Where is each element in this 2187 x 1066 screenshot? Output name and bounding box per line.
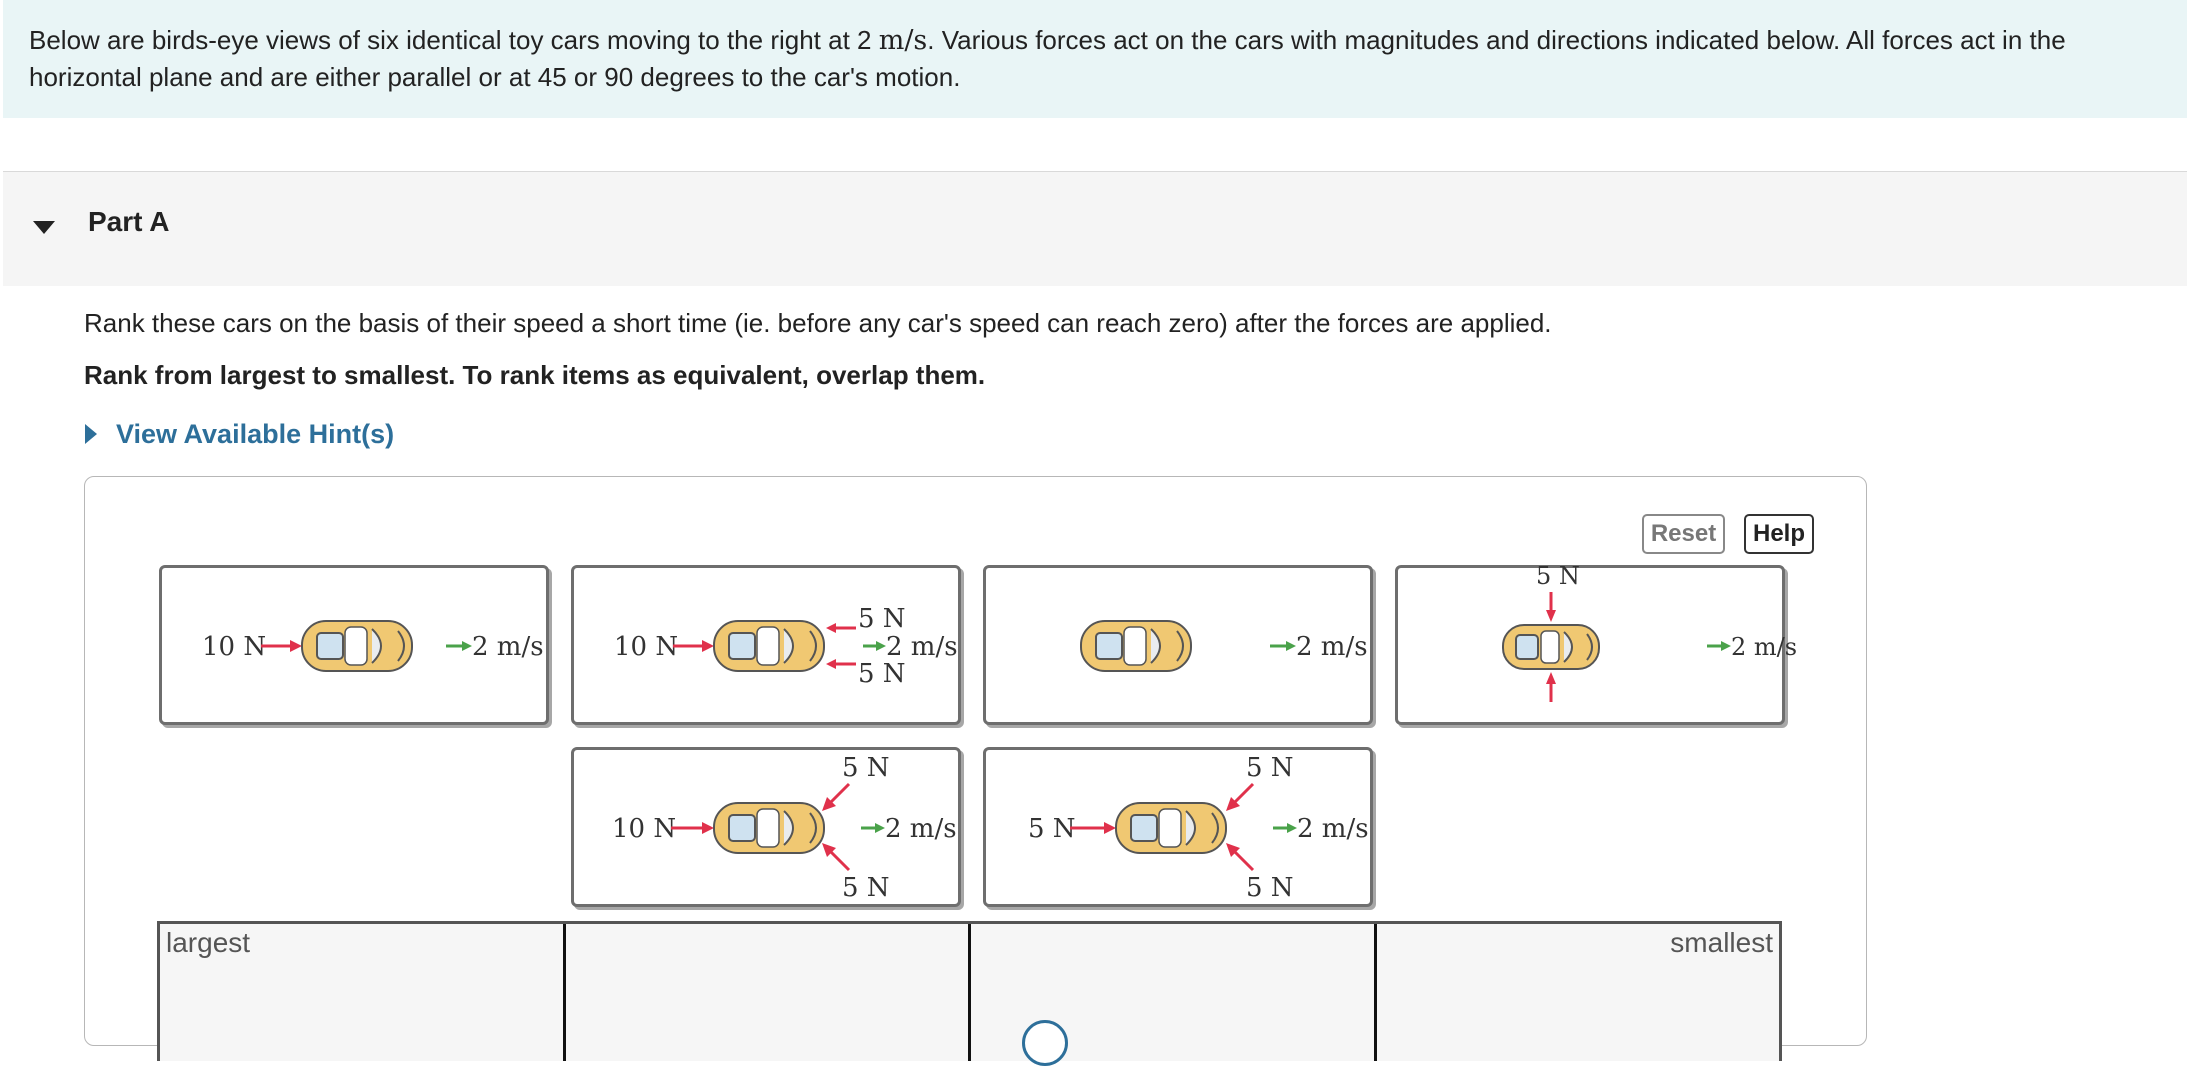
part-header[interactable] bbox=[3, 172, 2187, 286]
velocity-label: 2 m/s bbox=[472, 632, 544, 662]
velocity-arrowhead bbox=[1287, 823, 1297, 833]
velocity-label: 2 m/s bbox=[885, 814, 957, 844]
velocity-arrowhead bbox=[462, 641, 472, 651]
velocity-label: 2 m/s bbox=[1297, 814, 1369, 844]
car-icon bbox=[714, 621, 824, 671]
car-card-5[interactable] bbox=[571, 747, 961, 907]
force-arrow-diagonal-top bbox=[830, 784, 849, 803]
ranking-workspace bbox=[84, 476, 1867, 1046]
rank-slot-4[interactable] bbox=[1377, 924, 1780, 1061]
caret-right-icon bbox=[84, 423, 98, 445]
largest-label: largest bbox=[166, 927, 251, 958]
front-bottom-force-label: 5 N bbox=[1246, 873, 1294, 903]
force-arrowhead-bottom bbox=[826, 659, 836, 669]
intro-unit: m/s bbox=[878, 25, 928, 56]
velocity-arrowhead bbox=[876, 641, 886, 651]
front-top-force-label: 5 N bbox=[842, 753, 890, 783]
help-button[interactable]: Help bbox=[1744, 514, 1814, 554]
velocity-label: 2 m/s bbox=[886, 632, 958, 662]
rank-slot-2[interactable] bbox=[566, 924, 972, 1061]
ranking-row bbox=[157, 921, 1782, 1061]
car-icon bbox=[1081, 621, 1191, 671]
front-top-force-label: 5 N bbox=[1246, 753, 1294, 783]
force-arrowhead bbox=[702, 822, 714, 834]
rear-force-label: 10 N bbox=[612, 814, 677, 844]
reset-button[interactable]: Reset bbox=[1642, 514, 1725, 554]
car-card-6[interactable] bbox=[983, 747, 1373, 907]
car-icon bbox=[714, 803, 824, 853]
rear-force-label: 10 N bbox=[614, 632, 679, 662]
force-arrow-diagonal-top bbox=[1234, 784, 1253, 803]
velocity-label: 2 m/s bbox=[1296, 632, 1368, 662]
front-bottom-force-label: 5 N bbox=[842, 873, 890, 903]
problem-intro bbox=[3, 0, 2187, 118]
force-arrowhead-up bbox=[1546, 672, 1556, 684]
view-hints-link[interactable] bbox=[84, 416, 394, 452]
force-arrowhead bbox=[702, 640, 714, 652]
intro-text-before: Below are birds-eye views of six identical toy cars moving to the right at 2 bbox=[29, 25, 872, 55]
rear-force-label: 10 N bbox=[202, 632, 267, 662]
car-card-1[interactable] bbox=[159, 565, 549, 725]
car-diagram-6 bbox=[986, 750, 1370, 904]
instruction-text: Rank from largest to smallest. To rank items as equivalent, overlap them. bbox=[84, 360, 986, 390]
velocity-arrowhead bbox=[875, 823, 885, 833]
caret-down-icon[interactable] bbox=[29, 212, 59, 242]
view-hints-label[interactable]: View Available Hint(s) bbox=[116, 418, 395, 449]
car-card-2[interactable] bbox=[571, 565, 961, 725]
car-icon bbox=[1503, 625, 1599, 669]
car-icon bbox=[1116, 803, 1226, 853]
car-diagram-1 bbox=[162, 568, 546, 722]
rank-slot-1[interactable] bbox=[160, 924, 566, 1061]
car-diagram-5 bbox=[574, 750, 958, 904]
force-arrowhead-top bbox=[826, 623, 836, 633]
smallest-label: smallest bbox=[1670, 927, 1773, 958]
car-diagram-2 bbox=[574, 568, 958, 722]
velocity-arrowhead bbox=[1286, 641, 1296, 651]
force-arrowhead bbox=[1104, 822, 1116, 834]
velocity-label: 2 m/s bbox=[1731, 633, 1798, 661]
scroll-indicator-icon[interactable] bbox=[1022, 1020, 1068, 1066]
car-card-4[interactable] bbox=[1395, 562, 1798, 725]
front-bottom-force-label: 5 N bbox=[858, 659, 906, 689]
force-arrow-diagonal-bottom bbox=[830, 851, 849, 870]
top-force-label: 5 N bbox=[1536, 562, 1580, 590]
question-text: Rank these cars on the basis of their speed a short time (ie. before any car's speed can reach zero) after the forces are applied. bbox=[84, 308, 1552, 338]
force-arrowhead bbox=[290, 640, 302, 652]
intro-text-after: . Various forces act on the cars with magnitudes and directions indicated below. All forces act in the horizontal plane and are either parallel or at 45 or 90 degrees to the car's motion. bbox=[29, 25, 2066, 92]
car-card-3[interactable] bbox=[983, 565, 1373, 725]
car-diagram-4 bbox=[1398, 562, 1798, 722]
velocity-arrowhead bbox=[1721, 641, 1731, 651]
force-arrowhead-down bbox=[1546, 610, 1556, 622]
car-icon bbox=[302, 621, 412, 671]
part-title[interactable]: Part A bbox=[88, 206, 170, 237]
force-arrow-diagonal-bottom bbox=[1234, 851, 1253, 870]
front-top-force-label: 5 N bbox=[858, 604, 906, 634]
car-diagram-3 bbox=[986, 568, 1370, 722]
rear-force-label: 5 N bbox=[1028, 814, 1076, 844]
